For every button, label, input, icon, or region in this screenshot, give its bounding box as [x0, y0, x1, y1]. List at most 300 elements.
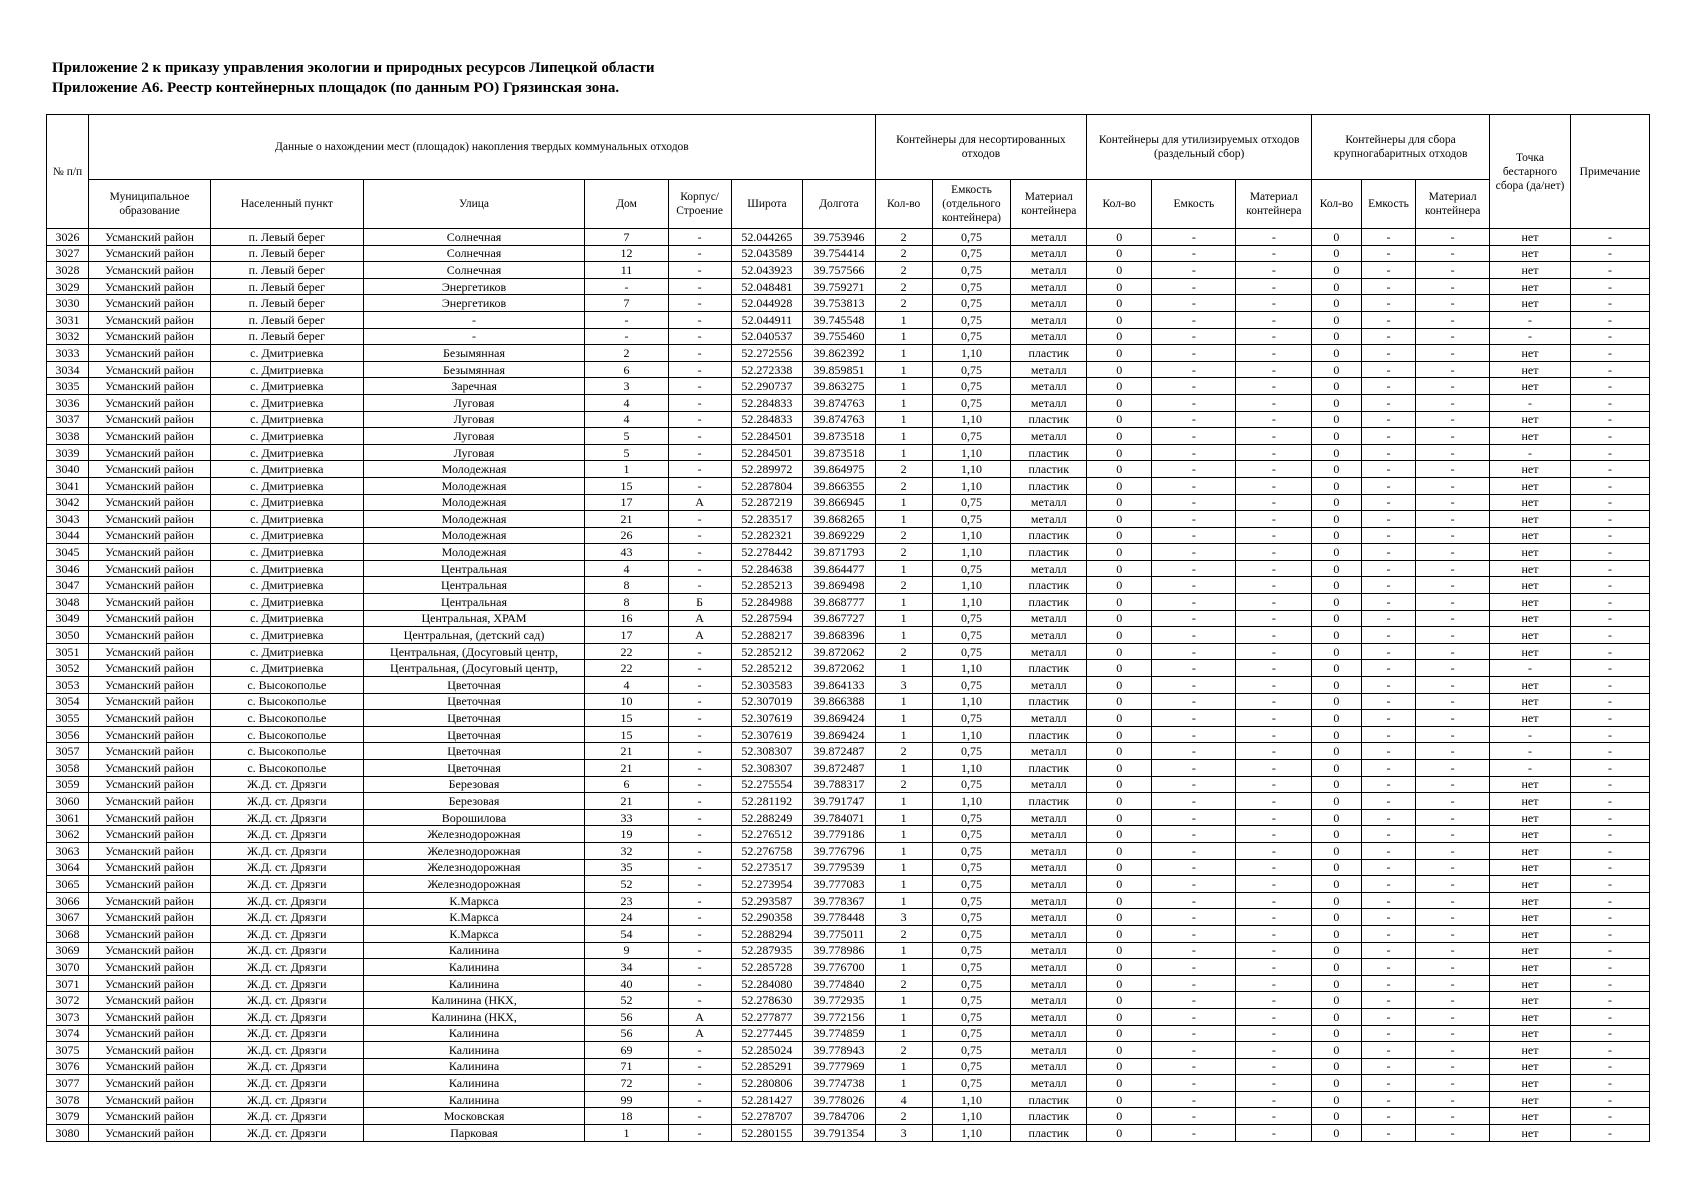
- cell-street: Молодежная: [363, 494, 585, 511]
- cell-u-capacity: 1,10: [932, 527, 1011, 544]
- cell-u-count: 2: [875, 577, 932, 594]
- cell-r-count: 0: [1087, 726, 1152, 743]
- cell-num: 3056: [47, 726, 89, 743]
- header-lat: Широта: [731, 180, 803, 229]
- cell-note: -: [1570, 229, 1649, 246]
- cell-b-capacity: -: [1361, 262, 1416, 279]
- cell-b-count: 0: [1312, 461, 1361, 478]
- cell-u-capacity: 0,75: [932, 842, 1011, 859]
- cell-lon: 39.867727: [803, 610, 876, 627]
- cell-u-material: металл: [1011, 942, 1087, 959]
- cell-street: Ворошилова: [363, 809, 585, 826]
- cell-r-capacity: -: [1152, 560, 1236, 577]
- cell-u-capacity: 0,75: [932, 809, 1011, 826]
- table-row: [47, 842, 1650, 859]
- cell-b-count: 0: [1312, 743, 1361, 760]
- cell-u-capacity: 0,75: [932, 710, 1011, 727]
- cell-u-material: металл: [1011, 975, 1087, 992]
- cell-b-capacity: -: [1361, 1075, 1416, 1092]
- cell-r-count: 0: [1087, 677, 1152, 694]
- table-row: [47, 494, 1650, 511]
- cell-building: -: [668, 444, 731, 461]
- cell-building: Б: [668, 594, 731, 611]
- cell-r-material: -: [1236, 942, 1312, 959]
- cell-r-count: 0: [1087, 909, 1152, 926]
- cell-r-count: 0: [1087, 477, 1152, 494]
- cell-r-capacity: -: [1152, 959, 1236, 976]
- cell-note: -: [1570, 627, 1649, 644]
- cell-house: 26: [585, 527, 668, 544]
- cell-r-count: 0: [1087, 1008, 1152, 1025]
- cell-note: -: [1570, 992, 1649, 1009]
- cell-settlement: с. Высокополье: [211, 710, 364, 727]
- cell-municipality: Усманский район: [89, 710, 211, 727]
- cell-municipality: Усманский район: [89, 295, 211, 312]
- cell-u-capacity: 0,75: [932, 428, 1011, 445]
- cell-note: -: [1570, 461, 1649, 478]
- cell-b-count: 0: [1312, 909, 1361, 926]
- cell-lat: 52.285291: [731, 1058, 803, 1075]
- cell-settlement: с. Дмитриевка: [211, 361, 364, 378]
- cell-u-material: металл: [1011, 295, 1087, 312]
- cell-b-capacity: -: [1361, 760, 1416, 777]
- cell-building: -: [668, 859, 731, 876]
- cell-r-count: 0: [1087, 610, 1152, 627]
- cell-b-count: 0: [1312, 311, 1361, 328]
- cell-u-count: 1: [875, 876, 932, 893]
- cell-lon: 39.779186: [803, 826, 876, 843]
- cell-building: -: [668, 577, 731, 594]
- table-row: [47, 444, 1650, 461]
- cell-note: -: [1570, 776, 1649, 793]
- cell-lat: 52.287804: [731, 477, 803, 494]
- cell-lat: 52.048481: [731, 278, 803, 295]
- cell-house: 4: [585, 411, 668, 428]
- cell-num: 3080: [47, 1125, 89, 1142]
- cell-note: -: [1570, 511, 1649, 528]
- cell-r-material: -: [1236, 743, 1312, 760]
- cell-r-count: 0: [1087, 627, 1152, 644]
- cell-street: Безымянная: [363, 361, 585, 378]
- cell-note: -: [1570, 743, 1649, 760]
- cell-house: 99: [585, 1091, 668, 1108]
- cell-r-capacity: -: [1152, 743, 1236, 760]
- cell-b-material: -: [1416, 842, 1490, 859]
- cell-note: -: [1570, 428, 1649, 445]
- cell-municipality: Усманский район: [89, 1042, 211, 1059]
- cell-note: -: [1570, 345, 1649, 362]
- cell-note: -: [1570, 560, 1649, 577]
- table-row: [47, 428, 1650, 445]
- cell-num: 3075: [47, 1042, 89, 1059]
- cell-municipality: Усманский район: [89, 345, 211, 362]
- cell-settlement: с. Дмитриевка: [211, 461, 364, 478]
- cell-b-capacity: -: [1361, 859, 1416, 876]
- cell-num: 3079: [47, 1108, 89, 1125]
- cell-point: -: [1489, 726, 1570, 743]
- cell-settlement: с. Дмитриевка: [211, 660, 364, 677]
- cell-r-capacity: -: [1152, 677, 1236, 694]
- cell-house: 40: [585, 975, 668, 992]
- cell-building: -: [668, 942, 731, 959]
- cell-num: 3058: [47, 760, 89, 777]
- cell-num: 3046: [47, 560, 89, 577]
- cell-num: 3042: [47, 494, 89, 511]
- cell-point: нет: [1489, 643, 1570, 660]
- cell-point: -: [1489, 444, 1570, 461]
- cell-r-count: 0: [1087, 245, 1152, 262]
- cell-num: 3062: [47, 826, 89, 843]
- cell-lon: 39.862392: [803, 345, 876, 362]
- cell-house: 8: [585, 577, 668, 594]
- cell-u-count: 3: [875, 677, 932, 694]
- cell-b-material: -: [1416, 394, 1490, 411]
- cell-num: 3076: [47, 1058, 89, 1075]
- cell-num: 3069: [47, 942, 89, 959]
- cell-building: -: [668, 1075, 731, 1092]
- cell-street: Луговая: [363, 444, 585, 461]
- cell-note: -: [1570, 660, 1649, 677]
- cell-u-material: металл: [1011, 809, 1087, 826]
- cell-u-capacity: 1,10: [932, 660, 1011, 677]
- cell-building: -: [668, 992, 731, 1009]
- cell-building: -: [668, 643, 731, 660]
- cell-lon: 39.864477: [803, 560, 876, 577]
- cell-u-material: металл: [1011, 428, 1087, 445]
- header-municipality: Муниципальное образование: [89, 180, 211, 229]
- cell-point: нет: [1489, 1042, 1570, 1059]
- cell-r-material: -: [1236, 278, 1312, 295]
- cell-point: -: [1489, 328, 1570, 345]
- cell-house: 15: [585, 710, 668, 727]
- cell-b-capacity: -: [1361, 925, 1416, 942]
- cell-u-capacity: 0,75: [932, 743, 1011, 760]
- cell-num: 3073: [47, 1008, 89, 1025]
- cell-note: -: [1570, 1025, 1649, 1042]
- cell-lat: 52.285728: [731, 959, 803, 976]
- cell-point: нет: [1489, 378, 1570, 395]
- header-u-capacity: Емкость (отдельного контейнера): [932, 180, 1011, 229]
- cell-note: -: [1570, 1108, 1649, 1125]
- cell-b-count: 0: [1312, 643, 1361, 660]
- cell-lon: 39.784071: [803, 809, 876, 826]
- cell-b-material: -: [1416, 925, 1490, 942]
- cell-street: Солнечная: [363, 229, 585, 246]
- cell-lat: 52.287935: [731, 942, 803, 959]
- cell-b-material: -: [1416, 892, 1490, 909]
- table-header: [47, 115, 1650, 229]
- cell-point: нет: [1489, 1058, 1570, 1075]
- cell-b-material: -: [1416, 428, 1490, 445]
- cell-num: 3071: [47, 975, 89, 992]
- cell-municipality: Усманский район: [89, 428, 211, 445]
- cell-note: -: [1570, 1058, 1649, 1075]
- cell-num: 3063: [47, 842, 89, 859]
- cell-r-capacity: -: [1152, 1042, 1236, 1059]
- cell-r-material: -: [1236, 511, 1312, 528]
- cell-b-capacity: -: [1361, 1058, 1416, 1075]
- cell-point: нет: [1489, 461, 1570, 478]
- cell-r-count: 0: [1087, 444, 1152, 461]
- cell-lon: 39.774840: [803, 975, 876, 992]
- cell-building: -: [668, 1058, 731, 1075]
- cell-lat: 52.287219: [731, 494, 803, 511]
- cell-u-count: 1: [875, 610, 932, 627]
- cell-building: -: [668, 892, 731, 909]
- cell-municipality: Усманский район: [89, 411, 211, 428]
- cell-r-capacity: -: [1152, 394, 1236, 411]
- cell-point: -: [1489, 394, 1570, 411]
- cell-street: Солнечная: [363, 262, 585, 279]
- cell-house: 71: [585, 1058, 668, 1075]
- cell-note: -: [1570, 311, 1649, 328]
- cell-note: -: [1570, 378, 1649, 395]
- header-note: Примечание: [1570, 115, 1649, 229]
- cell-lon: 39.788317: [803, 776, 876, 793]
- cell-u-material: металл: [1011, 909, 1087, 926]
- table-row: [47, 278, 1650, 295]
- cell-lon: 39.869498: [803, 577, 876, 594]
- cell-r-count: 0: [1087, 925, 1152, 942]
- cell-building: -: [668, 677, 731, 694]
- cell-lat: 52.273954: [731, 876, 803, 893]
- cell-lat: 52.284988: [731, 594, 803, 611]
- cell-u-material: металл: [1011, 743, 1087, 760]
- cell-u-count: 3: [875, 1125, 932, 1142]
- cell-street: Молодежная: [363, 544, 585, 561]
- cell-u-count: 2: [875, 477, 932, 494]
- cell-r-count: 0: [1087, 345, 1152, 362]
- table-row: [47, 1091, 1650, 1108]
- cell-u-material: металл: [1011, 826, 1087, 843]
- cell-lat: 52.278707: [731, 1108, 803, 1125]
- registry-table: [46, 114, 1650, 1142]
- cell-u-count: 1: [875, 942, 932, 959]
- cell-u-material: металл: [1011, 677, 1087, 694]
- cell-lat: 52.284833: [731, 394, 803, 411]
- cell-u-material: пластик: [1011, 577, 1087, 594]
- cell-house: 8: [585, 594, 668, 611]
- cell-note: -: [1570, 394, 1649, 411]
- cell-r-capacity: -: [1152, 1025, 1236, 1042]
- cell-building: -: [668, 278, 731, 295]
- cell-house: 10: [585, 693, 668, 710]
- cell-u-material: пластик: [1011, 660, 1087, 677]
- cell-r-count: 0: [1087, 643, 1152, 660]
- cell-point: нет: [1489, 876, 1570, 893]
- cell-house: 4: [585, 394, 668, 411]
- cell-u-material: пластик: [1011, 726, 1087, 743]
- cell-b-capacity: -: [1361, 1091, 1416, 1108]
- cell-b-count: 0: [1312, 444, 1361, 461]
- cell-settlement: п. Левый берег: [211, 245, 364, 262]
- cell-b-count: 0: [1312, 992, 1361, 1009]
- cell-b-capacity: -: [1361, 876, 1416, 893]
- cell-r-count: 0: [1087, 278, 1152, 295]
- cell-b-capacity: -: [1361, 594, 1416, 611]
- cell-num: 3061: [47, 809, 89, 826]
- cell-street: Энергетиков: [363, 278, 585, 295]
- cell-point: нет: [1489, 710, 1570, 727]
- cell-r-material: -: [1236, 428, 1312, 445]
- cell-municipality: Усманский район: [89, 577, 211, 594]
- cell-num: 3029: [47, 278, 89, 295]
- cell-lat: 52.278442: [731, 544, 803, 561]
- cell-b-count: 0: [1312, 925, 1361, 942]
- table-row: [47, 876, 1650, 893]
- cell-u-count: 1: [875, 793, 932, 810]
- cell-settlement: п. Левый берег: [211, 311, 364, 328]
- cell-num: 3044: [47, 527, 89, 544]
- cell-b-count: 0: [1312, 411, 1361, 428]
- cell-note: -: [1570, 245, 1649, 262]
- cell-municipality: Усманский район: [89, 643, 211, 660]
- cell-house: 23: [585, 892, 668, 909]
- cell-house: 72: [585, 1075, 668, 1092]
- cell-num: 3033: [47, 345, 89, 362]
- cell-r-capacity: -: [1152, 577, 1236, 594]
- cell-num: 3067: [47, 909, 89, 926]
- cell-lon: 39.759271: [803, 278, 876, 295]
- cell-u-count: 1: [875, 1058, 932, 1075]
- cell-point: нет: [1489, 975, 1570, 992]
- cell-note: -: [1570, 544, 1649, 561]
- cell-note: -: [1570, 577, 1649, 594]
- cell-note: -: [1570, 909, 1649, 926]
- table-row: [47, 1075, 1650, 1092]
- cell-u-capacity: 0,75: [932, 361, 1011, 378]
- cell-settlement: Ж.Д. ст. Дрязги: [211, 909, 364, 926]
- cell-r-material: -: [1236, 328, 1312, 345]
- cell-street: -: [363, 328, 585, 345]
- cell-u-count: 1: [875, 411, 932, 428]
- cell-building: -: [668, 660, 731, 677]
- cell-r-capacity: -: [1152, 511, 1236, 528]
- cell-u-material: металл: [1011, 892, 1087, 909]
- cell-u-count: 1: [875, 311, 932, 328]
- cell-u-material: металл: [1011, 643, 1087, 660]
- cell-point: нет: [1489, 494, 1570, 511]
- cell-house: 1: [585, 1125, 668, 1142]
- cell-b-count: 0: [1312, 394, 1361, 411]
- cell-house: 7: [585, 229, 668, 246]
- cell-street: Березовая: [363, 793, 585, 810]
- table-row: [47, 710, 1650, 727]
- cell-num: 3050: [47, 627, 89, 644]
- cell-u-material: металл: [1011, 842, 1087, 859]
- cell-r-count: 0: [1087, 743, 1152, 760]
- cell-note: -: [1570, 494, 1649, 511]
- cell-lon: 39.776796: [803, 842, 876, 859]
- cell-building: -: [668, 295, 731, 312]
- header-street: Улица: [363, 180, 585, 229]
- cell-settlement: Ж.Д. ст. Дрязги: [211, 793, 364, 810]
- cell-lat: 52.307619: [731, 710, 803, 727]
- cell-r-material: -: [1236, 842, 1312, 859]
- cell-building: А: [668, 1025, 731, 1042]
- cell-lon: 39.772935: [803, 992, 876, 1009]
- cell-r-count: 0: [1087, 776, 1152, 793]
- cell-point: нет: [1489, 677, 1570, 694]
- cell-u-material: металл: [1011, 1058, 1087, 1075]
- cell-u-capacity: 0,75: [932, 278, 1011, 295]
- cell-r-material: -: [1236, 1025, 1312, 1042]
- cell-r-capacity: -: [1152, 1058, 1236, 1075]
- cell-b-material: -: [1416, 809, 1490, 826]
- cell-b-material: -: [1416, 527, 1490, 544]
- table-row: [47, 1025, 1650, 1042]
- cell-b-capacity: -: [1361, 411, 1416, 428]
- table-row: [47, 295, 1650, 312]
- cell-r-material: -: [1236, 361, 1312, 378]
- cell-u-material: металл: [1011, 925, 1087, 942]
- cell-num: 3027: [47, 245, 89, 262]
- cell-r-capacity: -: [1152, 477, 1236, 494]
- cell-r-count: 0: [1087, 942, 1152, 959]
- cell-num: 3052: [47, 660, 89, 677]
- cell-lon: 39.868396: [803, 627, 876, 644]
- cell-u-material: металл: [1011, 1025, 1087, 1042]
- cell-b-count: 0: [1312, 1075, 1361, 1092]
- cell-u-count: 1: [875, 826, 932, 843]
- cell-u-material: металл: [1011, 992, 1087, 1009]
- cell-b-capacity: -: [1361, 793, 1416, 810]
- cell-note: -: [1570, 295, 1649, 312]
- cell-building: -: [668, 760, 731, 777]
- table-row: [47, 760, 1650, 777]
- cell-municipality: Усманский район: [89, 743, 211, 760]
- cell-num: 3055: [47, 710, 89, 727]
- cell-b-material: -: [1416, 1042, 1490, 1059]
- cell-u-count: 1: [875, 494, 932, 511]
- cell-settlement: Ж.Д. ст. Дрязги: [211, 809, 364, 826]
- cell-municipality: Усманский район: [89, 494, 211, 511]
- cell-settlement: с. Дмитриевка: [211, 444, 364, 461]
- cell-u-count: 1: [875, 1008, 932, 1025]
- cell-settlement: Ж.Д. ст. Дрязги: [211, 1042, 364, 1059]
- cell-building: А: [668, 627, 731, 644]
- cell-lon: 39.778367: [803, 892, 876, 909]
- cell-point: нет: [1489, 1025, 1570, 1042]
- cell-settlement: с. Дмитриевка: [211, 610, 364, 627]
- cell-settlement: с. Дмитриевка: [211, 594, 364, 611]
- cell-u-material: металл: [1011, 627, 1087, 644]
- cell-r-capacity: -: [1152, 660, 1236, 677]
- table-row: [47, 511, 1650, 528]
- cell-b-capacity: -: [1361, 1042, 1416, 1059]
- cell-r-count: 0: [1087, 1091, 1152, 1108]
- cell-street: Цветочная: [363, 693, 585, 710]
- cell-u-count: 1: [875, 428, 932, 445]
- cell-u-capacity: 0,75: [932, 627, 1011, 644]
- title-line-1: Приложение 2 к приказу управления экологии и природных ресурсов Липецкой области: [52, 60, 655, 76]
- cell-lat: 52.289972: [731, 461, 803, 478]
- cell-lon: 39.757566: [803, 262, 876, 279]
- cell-municipality: Усманский район: [89, 959, 211, 976]
- cell-u-capacity: 0,75: [932, 560, 1011, 577]
- cell-lon: 39.745548: [803, 311, 876, 328]
- cell-b-material: -: [1416, 1125, 1490, 1142]
- header-house: Дом: [585, 180, 668, 229]
- cell-municipality: Усманский район: [89, 660, 211, 677]
- cell-municipality: Усманский район: [89, 909, 211, 926]
- header-u-material: Материал контейнера: [1011, 180, 1087, 229]
- table-row: [47, 909, 1650, 926]
- cell-r-material: -: [1236, 693, 1312, 710]
- cell-b-count: 0: [1312, 527, 1361, 544]
- cell-lon: 39.866355: [803, 477, 876, 494]
- cell-note: -: [1570, 1125, 1649, 1142]
